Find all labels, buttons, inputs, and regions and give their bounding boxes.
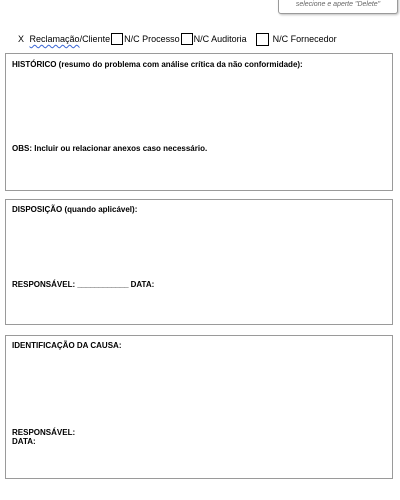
disposicao-section[interactable] [5, 199, 393, 325]
nc-auditoria-label: N/C Auditoria [193, 34, 247, 44]
nc-processo-checkbox[interactable] [111, 33, 123, 45]
disposicao-responsavel-label: RESPONSÁVEL: [12, 280, 76, 289]
nc-fornecedor-checkbox[interactable] [256, 33, 269, 46]
historico-section[interactable] [5, 53, 393, 191]
instruction-callout [278, 0, 398, 14]
reclamacao-word: Reclamação [29, 34, 80, 44]
reclamacao-cliente-option[interactable] [18, 34, 110, 44]
nc-auditoria-checkbox[interactable] [181, 33, 193, 45]
causa-title: IDENTIFICAÇÃO DA CAUSA: [12, 341, 122, 350]
instruction-callout-text: selecione e aperte "Delete" [295, 1, 381, 8]
reclamacao-suffix: /Cliente [79, 34, 111, 44]
historico-obs: OBS: Incluir ou relacionar anexos caso necessário. [12, 144, 208, 153]
disposicao-title: DISPOSIÇÃO (quando aplicável): [12, 205, 138, 214]
nc-fornecedor-label: N/C Fornecedor [272, 34, 337, 44]
classification-row [18, 31, 337, 47]
nc-processo-label: N/C Processo [124, 34, 180, 44]
causa-responsavel-label: RESPONSÁVEL: [12, 428, 76, 437]
disposicao-data-label: DATA: [130, 280, 155, 289]
reclamacao-mark: X [18, 34, 25, 44]
disposicao-responsavel-blank[interactable]: ____________ [77, 280, 129, 289]
causa-section[interactable] [5, 335, 393, 479]
disposicao-signature-line [12, 280, 154, 289]
causa-data-label: DATA: [12, 437, 36, 446]
historico-title: HISTÓRICO (resumo do problema com análise crítica da não conformidade): [12, 60, 303, 69]
